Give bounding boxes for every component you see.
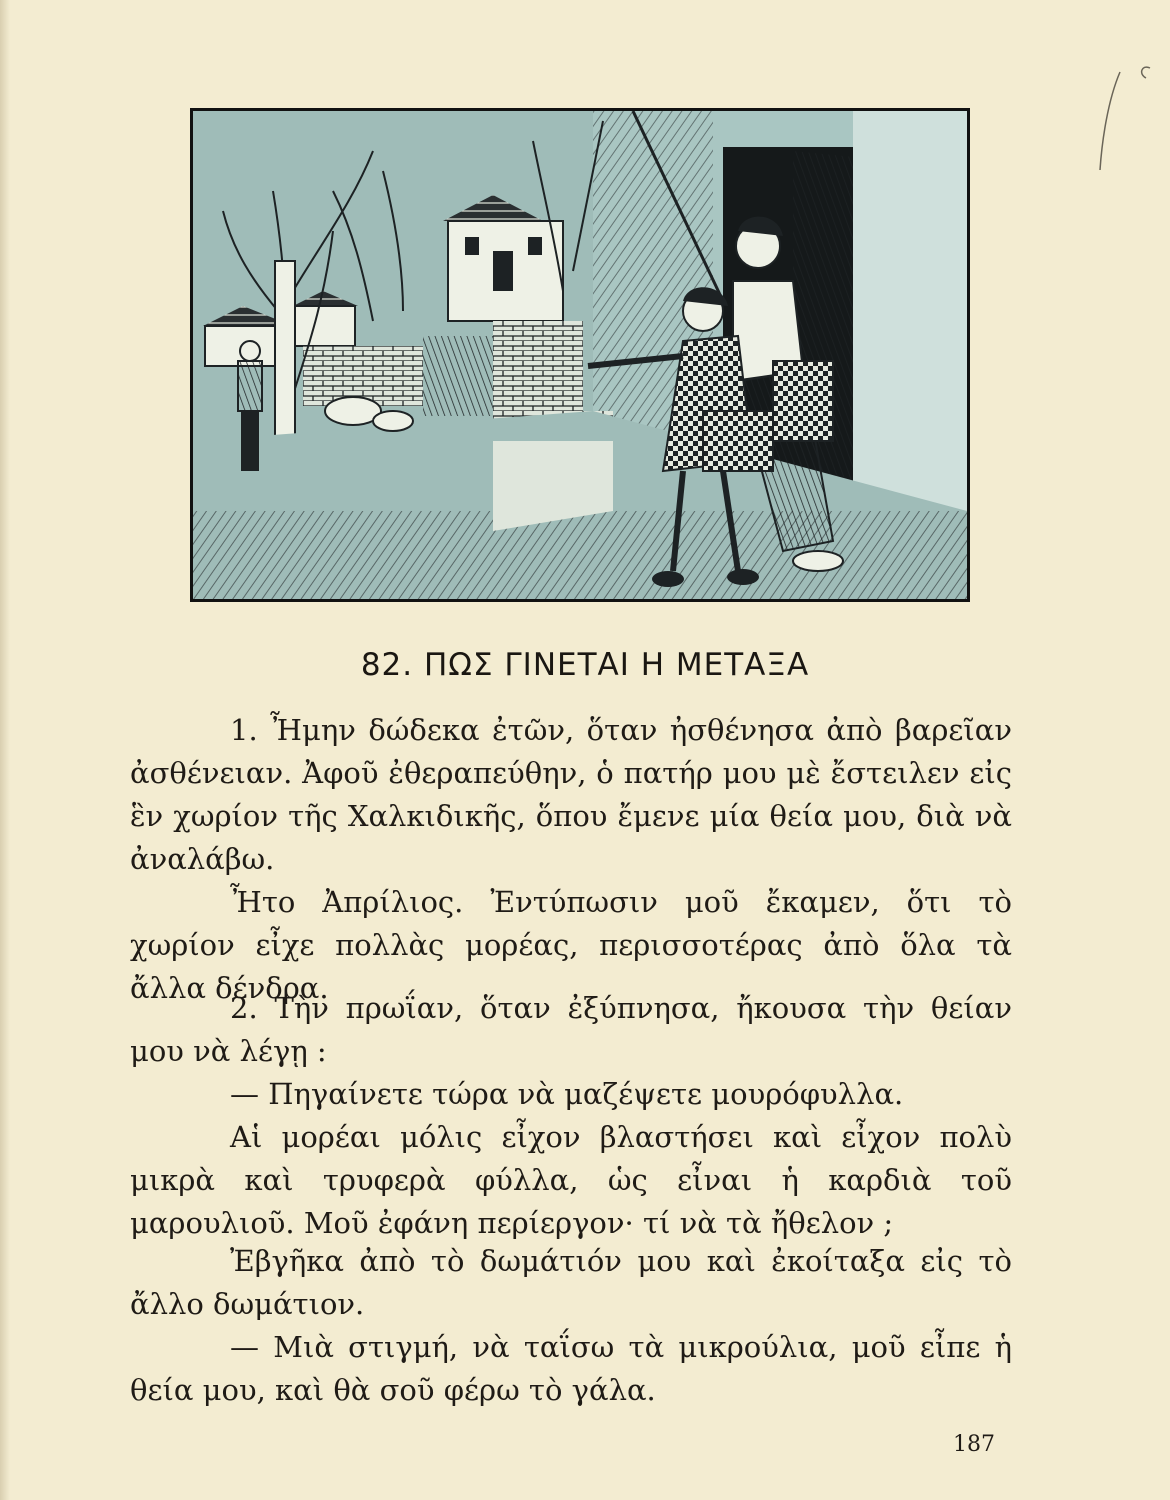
- pencil-mark: [1080, 60, 1170, 180]
- page-edge: [0, 0, 10, 1500]
- paragraph-3: [130, 987, 1012, 1073]
- paragraph-text: 1. Ἦμην δώδεκα ἐτῶν, ὅταν ἠσθένησα ἀπὸ βαρεῖαν ἀσθένειαν. Ἀφοῦ ἐθεραπεύθην, ὁ πατήρ μου μὲ ἔστειλεν εἰς ἓν χωρίον τῆς Χαλκιδικῆς, ὅπου ἔμενε μία θεία μου, διὰ νὰ ἀναλάβω.: [130, 713, 1012, 876]
- paragraph-text: 2. Τὴν πρωΐαν, ὅταν ἐξύπνησα, ἤκουσα τὴν θείαν μου νὰ λέγῃ :: [130, 991, 1012, 1068]
- paragraph-4: [130, 1073, 1012, 1116]
- paragraph-text: — Μιὰ στιγμή, νὰ ταΐσω τὰ μικρούλια, μοῦ εἶπε ἡ θεία μου, καὶ θὰ σοῦ φέρω τὸ γάλα.: [130, 1330, 1012, 1407]
- page-number: 187: [953, 1432, 995, 1457]
- paragraph-7: [130, 1326, 1012, 1412]
- paragraph-text: Ἦτο Ἀπρίλιος. Ἐντύπωσιν μοῦ ἔκαμεν, ὅτι τὸ χωρίον εἶχε πολλὰς μορέας, περισσοτέρας ἀπὸ ὅλα τὰ ἄλλα δένδρα.: [130, 885, 1012, 1005]
- paragraph-text: — Πηγαίνετε τώρα νὰ μαζέψετε μουρόφυλλα.: [230, 1077, 904, 1111]
- paragraph-5: [130, 1116, 1012, 1245]
- paragraph-1: [130, 709, 1012, 881]
- paragraph-text: Ἐβγῆκα ἀπὸ τὸ δωμάτιόν μου καὶ ἐκοίταξα εἰς τὸ ἄλλο δωμάτιον.: [130, 1244, 1012, 1321]
- paragraph-text: Αἱ μορέαι μόλις εἶχον βλαστήσει καὶ εἶχον πολὺ μικρὰ καὶ τρυφερὰ φύλλα, ὡς εἶναι ἡ καρδιὰ τοῦ μαρουλιοῦ. Μοῦ ἐφάνη περίεργον· τί νὰ τὰ ἤθελον ;: [130, 1120, 1012, 1240]
- illustration-woodcut: [190, 108, 970, 602]
- chapter-title: 82. ΠΩΣ ΓΙΝΕΤΑΙ Η ΜΕΤΑΞΑ: [360, 647, 810, 683]
- paragraph-6: [130, 1240, 1012, 1326]
